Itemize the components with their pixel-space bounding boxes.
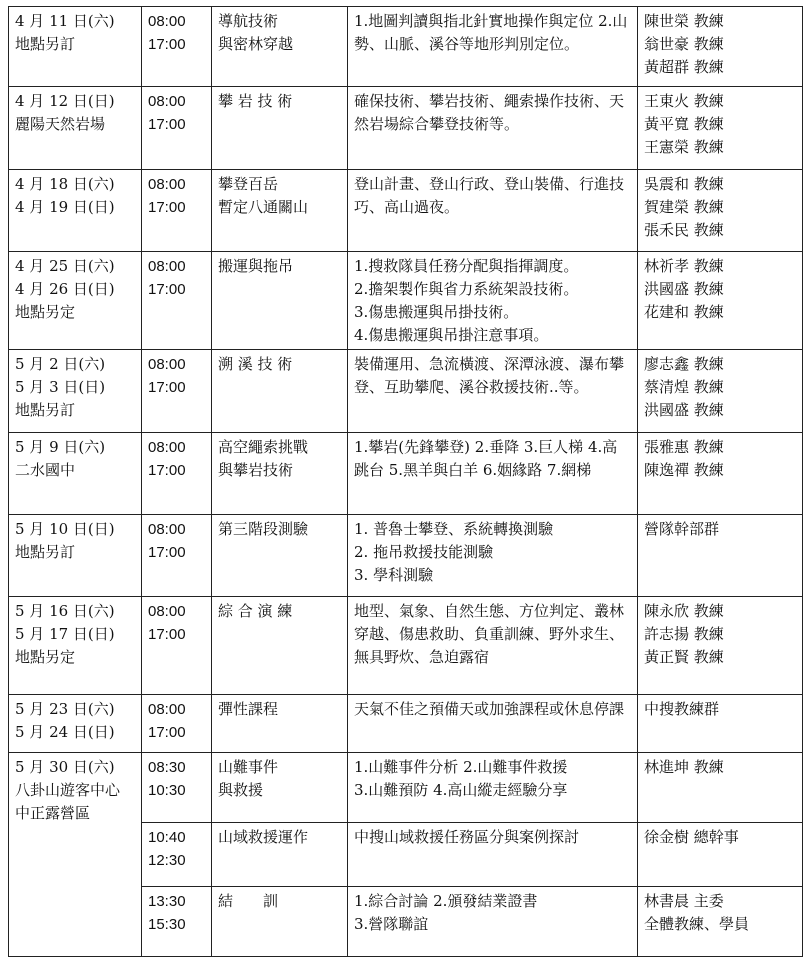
teacher-cell-line: 張雅惠 教練 (644, 438, 724, 456)
time-cell-line: 17:00 (148, 36, 186, 53)
content-cell (348, 695, 638, 753)
course-cell-line: 綜 合 演 練 (218, 602, 293, 620)
date-cell-line: 5 月 10 日(日) (15, 520, 115, 538)
teacher-cell (638, 7, 803, 87)
date-cell (9, 753, 142, 957)
course-cell-line: 彈性課程 (218, 700, 279, 718)
course-cell-line: 導航技術 (218, 12, 279, 30)
time-cell (142, 887, 212, 957)
date-cell-line: 4 月 19 日(日) (15, 198, 115, 216)
teacher-cell-line: 陳世榮 教練 (644, 12, 724, 30)
time-cell-line: 08:00 (148, 356, 186, 373)
date-cell (9, 350, 142, 433)
course-cell (212, 823, 348, 887)
time-cell (142, 515, 212, 597)
time-cell-line: 08:00 (148, 93, 186, 110)
content-cell-line: 天氣不佳之預備天或加強課程或休息停課 (354, 700, 625, 718)
time-cell-line: 08:00 (148, 258, 186, 275)
content-cell (348, 252, 638, 350)
teacher-cell-line: 洪國盛 教練 (644, 401, 724, 419)
content-cell-line: 1. 普魯士攀登、系統轉換測驗 (354, 520, 554, 538)
content-cell (348, 433, 638, 515)
schedule-row (9, 753, 803, 823)
content-cell-line: 確保技術、攀岩技術、繩索操作技術、天然岩場綜合攀登技術等。 (354, 92, 625, 133)
teacher-cell (638, 887, 803, 957)
time-cell (142, 695, 212, 753)
date-cell-line: 5 月 2 日(六) (15, 355, 106, 373)
course-cell-line: 攀 岩 技 術 (218, 92, 293, 110)
content-cell-line: 3.山難預防 4.高山縱走經驗分享 (354, 781, 568, 799)
course-cell (212, 887, 348, 957)
content-cell-line: 1.攀岩(先鋒攀登) 2.垂降 3.巨人梯 4.高跳台 5.黑羊與白羊 6.姻緣路 7.網梯 (354, 438, 618, 479)
teacher-cell-line: 洪國盛 教練 (644, 280, 724, 298)
teacher-cell-line: 花建和 教練 (644, 303, 724, 321)
teacher-cell-line: 林書晨 主委 (644, 892, 724, 910)
teacher-cell-line: 陳永欣 教練 (644, 602, 724, 620)
content-cell (348, 823, 638, 887)
date-cell (9, 433, 142, 515)
date-cell-line: 4 月 25 日(六) (15, 257, 115, 275)
time-cell-line: 08:30 (148, 759, 186, 776)
course-cell (212, 597, 348, 695)
time-cell-line: 17:00 (148, 626, 186, 643)
teacher-cell-line: 翁世豪 教練 (644, 35, 724, 53)
content-cell-line: 登山計畫、登山行政、登山裝備、行進技巧、高山過夜。 (354, 175, 625, 216)
teacher-cell-line: 吳震和 教練 (644, 175, 724, 193)
content-cell (348, 170, 638, 252)
teacher-cell-line: 許志揚 教練 (644, 625, 724, 643)
course-cell (212, 433, 348, 515)
teacher-cell (638, 350, 803, 433)
teacher-cell (638, 433, 803, 515)
course-cell-line: 與攀岩技術 (218, 461, 294, 479)
teacher-cell-line: 黃平寬 教練 (644, 115, 724, 133)
course-cell (212, 7, 348, 87)
date-cell (9, 695, 142, 753)
teacher-cell (638, 252, 803, 350)
course-cell-line: 攀登百岳 (218, 175, 279, 193)
date-cell-line: 5 月 9 日(六) (15, 438, 106, 456)
date-cell-line: 4 月 12 日(日) (15, 92, 115, 110)
time-cell-line: 08:00 (148, 439, 186, 456)
content-cell (348, 7, 638, 87)
time-cell (142, 7, 212, 87)
date-cell-line: 5 月 17 日(日) (15, 625, 115, 643)
time-cell-line: 17:00 (148, 544, 186, 561)
teacher-cell-line: 林祈孝 教練 (644, 257, 724, 275)
date-cell-line: 二水國中 (15, 461, 76, 479)
time-cell (142, 597, 212, 695)
teacher-cell-line: 王東火 教練 (644, 92, 724, 110)
teacher-cell-line: 徐金樹 總幹事 (644, 828, 739, 846)
time-cell-line: 08:00 (148, 13, 186, 30)
course-cell (212, 252, 348, 350)
time-cell-line: 17:00 (148, 199, 186, 216)
time-cell (142, 753, 212, 823)
content-cell-line: 1.山難事件分析 2.山難事件救援 (354, 758, 568, 776)
date-cell-line: 5 月 16 日(六) (15, 602, 115, 620)
teacher-cell-line: 林進坤 教練 (644, 758, 724, 776)
teacher-cell-line: 賀建榮 教練 (644, 198, 724, 216)
date-cell-line: 地點另訂 (15, 401, 76, 419)
time-cell-line: 08:00 (148, 176, 186, 193)
teacher-cell (638, 87, 803, 170)
content-cell-line: 地型、氣象、自然生態、方位判定、叢林穿越、傷患救助、負重訓練、野外求生、無具野炊、急迫露宿 (354, 602, 625, 666)
date-cell (9, 515, 142, 597)
schedule-row (9, 350, 803, 433)
content-cell (348, 515, 638, 597)
schedule-row (9, 170, 803, 252)
time-cell-line: 17:00 (148, 724, 186, 741)
content-cell (348, 87, 638, 170)
time-cell-line: 12:30 (148, 852, 186, 869)
teacher-cell (638, 695, 803, 753)
time-cell-line: 17:00 (148, 116, 186, 133)
time-cell-line: 08:00 (148, 701, 186, 718)
content-cell-line: 3.營隊聯誼 (354, 915, 429, 933)
content-cell-line: 裝備運用、急流橫渡、深潭泳渡、瀑布攀登、互助攀爬、溪谷救援技術..等。 (354, 355, 625, 396)
course-cell-line: 第三階段測驗 (218, 520, 309, 538)
teacher-cell (638, 597, 803, 695)
content-cell-line: 2.擔架製作與省力系統架設技術。 (354, 280, 579, 298)
course-cell-line: 暫定八通關山 (218, 198, 309, 216)
date-cell (9, 7, 142, 87)
schedule-table (8, 6, 803, 957)
teacher-cell-line: 黃正賢 教練 (644, 648, 724, 666)
content-cell-line: 1.綜合討論 2.頒發結業證書 (354, 892, 538, 910)
teacher-cell (638, 515, 803, 597)
date-cell-line: 4 月 11 日(六) (15, 12, 115, 30)
time-cell-line: 17:00 (148, 281, 186, 298)
time-cell-line: 10:30 (148, 782, 186, 799)
date-cell (9, 170, 142, 252)
schedule-row (9, 515, 803, 597)
course-cell (212, 350, 348, 433)
course-cell-line: 結 訓 (218, 892, 279, 910)
course-cell-line: 與密林穿越 (218, 35, 294, 53)
date-cell-line: 5 月 30 日(六) (15, 758, 115, 776)
course-cell-line: 搬運與拖吊 (218, 257, 294, 275)
content-cell-line: 1.地圖判讀與指北針實地操作與定位 2.山勢、山脈、溪谷等地形判別定位。 (354, 12, 628, 53)
course-cell-line: 高空繩索挑戰 (218, 438, 309, 456)
course-cell-line: 山難事件 (218, 758, 279, 776)
teacher-cell-line: 營隊幹部群 (644, 520, 720, 538)
teacher-cell-line: 黃超群 教練 (644, 58, 724, 76)
course-cell (212, 753, 348, 823)
teacher-cell (638, 823, 803, 887)
teacher-cell-line: 中搜教練群 (644, 700, 720, 718)
date-cell-line: 5 月 23 日(六) (15, 700, 115, 718)
content-cell-line: 3.傷患搬運與吊掛技術。 (354, 303, 519, 321)
date-cell (9, 252, 142, 350)
date-cell (9, 87, 142, 170)
date-cell (9, 597, 142, 695)
schedule-row (9, 252, 803, 350)
schedule-body (9, 7, 803, 957)
teacher-cell-line: 王憲榮 教練 (644, 138, 724, 156)
content-cell-line: 3. 學科測驗 (354, 566, 434, 584)
time-cell-line: 17:00 (148, 379, 186, 396)
content-cell-line: 4.傷患搬運與吊掛注意事項。 (354, 326, 549, 344)
teacher-cell-line: 蔡清煌 教練 (644, 378, 724, 396)
content-cell-line: 中搜山域救援任務區分與案例探討 (354, 828, 580, 846)
course-cell (212, 87, 348, 170)
date-cell-line: 地點另訂 (15, 35, 76, 53)
date-cell-line: 5 月 24 日(日) (15, 723, 115, 741)
content-cell-line: 2. 拖吊救援技能測驗 (354, 543, 494, 561)
course-cell-line: 溯 溪 技 術 (218, 355, 293, 373)
schedule-row (9, 433, 803, 515)
date-cell-line: 4 月 26 日(日) (15, 280, 115, 298)
time-cell-line: 17:00 (148, 462, 186, 479)
date-cell-line: 4 月 18 日(六) (15, 175, 115, 193)
time-cell (142, 350, 212, 433)
time-cell-line: 08:00 (148, 521, 186, 538)
schedule-row (9, 7, 803, 87)
content-cell (348, 350, 638, 433)
course-cell-line: 山域救援運作 (218, 828, 309, 846)
time-cell (142, 823, 212, 887)
teacher-cell-line: 張禾民 教練 (644, 221, 724, 239)
time-cell-line: 10:40 (148, 829, 186, 846)
content-cell-line: 1.搜救隊員任務分配與指揮調度。 (354, 257, 579, 275)
time-cell-line: 08:00 (148, 603, 186, 620)
date-cell-line: 八卦山遊客中心 (15, 781, 121, 799)
schedule-row (9, 597, 803, 695)
teacher-cell (638, 170, 803, 252)
time-cell-line: 15:30 (148, 916, 186, 933)
course-cell (212, 695, 348, 753)
date-cell-line: 地點另定 (15, 303, 76, 321)
time-cell (142, 87, 212, 170)
course-cell (212, 170, 348, 252)
teacher-cell-line: 廖志鑫 教練 (644, 355, 724, 373)
date-cell-line: 地點另定 (15, 648, 76, 666)
date-cell-line: 中正露營區 (15, 804, 91, 822)
content-cell (348, 753, 638, 823)
course-cell-line: 與救援 (218, 781, 264, 799)
time-cell (142, 252, 212, 350)
course-cell (212, 515, 348, 597)
schedule-row (9, 87, 803, 170)
content-cell (348, 597, 638, 695)
date-cell-line: 麗陽天然岩場 (15, 115, 106, 133)
teacher-cell-line: 全體教練、學員 (644, 915, 750, 933)
time-cell-line: 13:30 (148, 893, 186, 910)
date-cell-line: 5 月 3 日(日) (15, 378, 106, 396)
content-cell (348, 887, 638, 957)
teacher-cell (638, 753, 803, 823)
schedule-row (9, 695, 803, 753)
time-cell (142, 433, 212, 515)
date-cell-line: 地點另訂 (15, 543, 76, 561)
teacher-cell-line: 陳逸禪 教練 (644, 461, 724, 479)
time-cell (142, 170, 212, 252)
